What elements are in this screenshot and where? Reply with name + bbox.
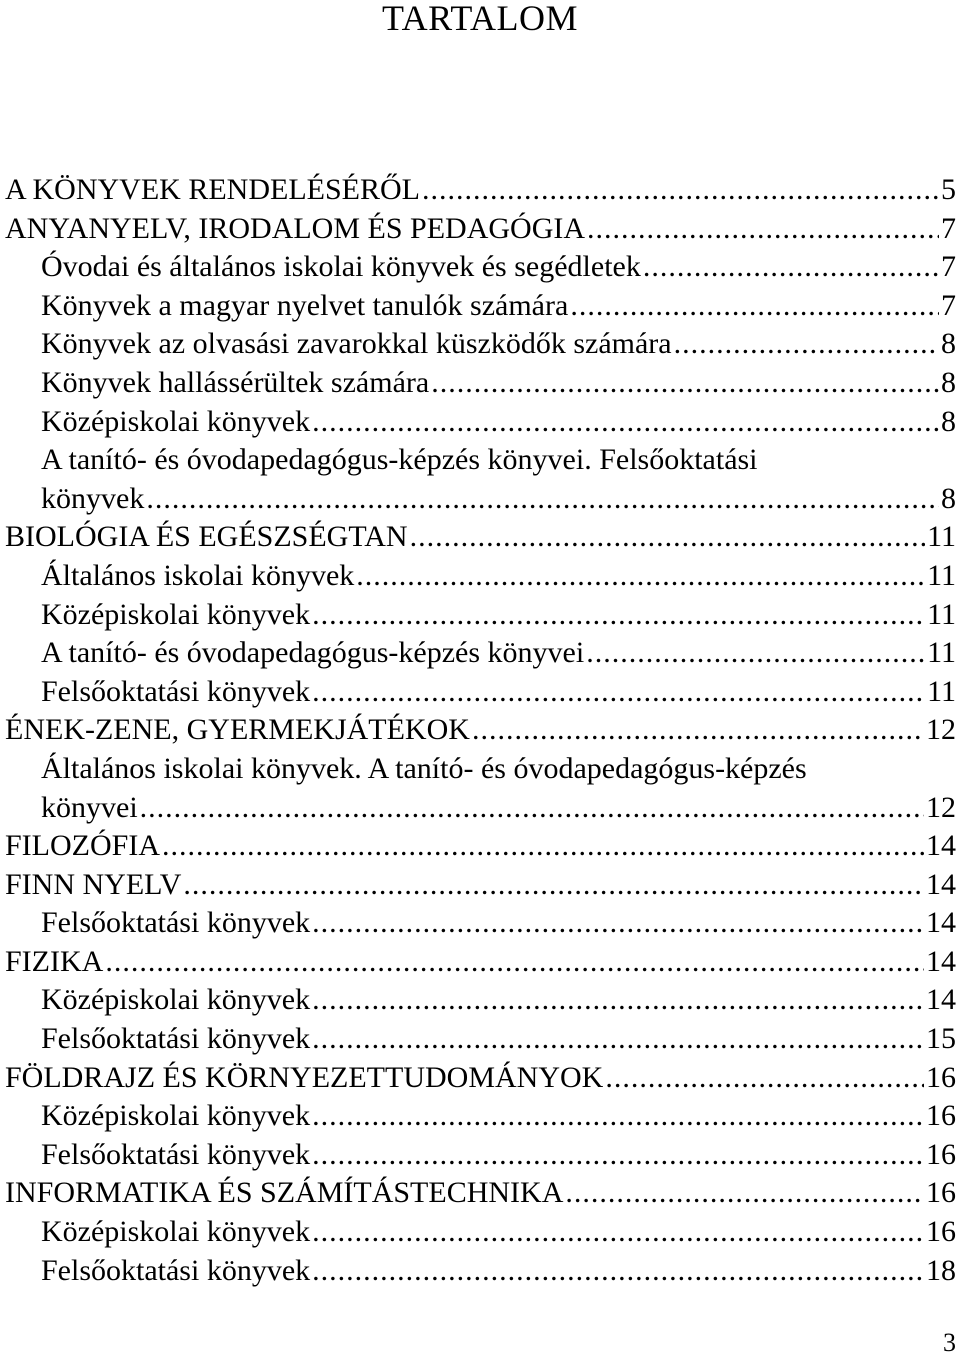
toc-subsection-entry[interactable] — [0, 673, 960, 712]
toc-section-entry[interactable] — [0, 518, 960, 557]
toc-subsection-entry[interactable] — [0, 904, 960, 943]
dot-leader — [312, 1020, 924, 1059]
toc-entry-label: Középiskolai könyvek — [41, 597, 311, 631]
toc-entry-page-number: 11 — [927, 520, 956, 554]
toc-section-entry[interactable] — [0, 1059, 960, 1098]
toc-entry-page-number: 16 — [926, 1176, 956, 1210]
toc-entry-row — [5, 943, 960, 982]
toc-subsection-entry[interactable] — [0, 1213, 960, 1252]
toc-entry-page-number: 16 — [926, 1215, 956, 1249]
toc-entry-label: FÖLDRAJZ ÉS KÖRNYEZETTUDOMÁNYOK — [5, 1060, 604, 1094]
toc-entry-row — [41, 981, 960, 1020]
toc-section-entry[interactable] — [0, 1174, 960, 1213]
toc-entry-page-number: 12 — [926, 713, 956, 747]
toc-entry-label: Középiskolai könyvek — [41, 404, 311, 438]
toc-entry-page-number: 7 — [941, 211, 956, 245]
dot-leader — [183, 866, 924, 905]
page-number: 3 — [943, 1328, 956, 1357]
dot-leader — [312, 1097, 924, 1136]
table-of-contents — [0, 171, 960, 1290]
toc-entry-row — [41, 634, 960, 673]
toc-subsection-entry[interactable] — [0, 750, 960, 827]
toc-subsection-entry[interactable] — [0, 441, 960, 518]
dot-leader — [312, 1213, 924, 1252]
dot-leader — [312, 596, 925, 635]
dot-leader — [605, 1059, 924, 1098]
dot-leader — [312, 981, 924, 1020]
toc-entry-page-number: 8 — [941, 327, 956, 361]
toc-section-entry[interactable] — [0, 711, 960, 750]
dot-leader — [312, 1136, 924, 1175]
toc-entry-page-number: 14 — [926, 944, 956, 978]
toc-entry-row — [5, 711, 960, 750]
dot-leader — [674, 325, 939, 364]
toc-entry-label: FINN NYELV — [5, 867, 182, 901]
toc-entry-row — [41, 480, 960, 519]
dot-leader — [431, 364, 939, 403]
dot-leader — [146, 480, 939, 519]
toc-entry-label: A tanító- és óvodapedagógus-képzés könyvei — [41, 636, 585, 670]
dot-leader — [140, 789, 924, 828]
toc-entry-row — [5, 1174, 960, 1213]
toc-subsection-entry[interactable] — [0, 1020, 960, 1059]
toc-entry-page-number: 14 — [926, 906, 956, 940]
toc-subsection-entry[interactable] — [0, 1252, 960, 1291]
toc-entry-page-number: 8 — [941, 404, 956, 438]
toc-entry-page-number: 8 — [941, 481, 956, 515]
toc-subsection-entry[interactable] — [0, 287, 960, 326]
page-title: TARTALOM — [381, 0, 579, 38]
dot-leader — [410, 518, 926, 557]
toc-section-entry[interactable] — [0, 827, 960, 866]
toc-entry-row — [41, 1252, 960, 1291]
dot-leader — [587, 210, 939, 249]
dot-leader — [105, 943, 924, 982]
toc-entry-label: könyvek — [41, 481, 145, 515]
toc-entry-label: Könyvek hallássérültek számára — [41, 365, 430, 399]
toc-entry-label: Felsőoktatási könyvek — [41, 674, 311, 708]
toc-entry-label: Felsőoktatási könyvek — [41, 1022, 311, 1056]
toc-entry-page-number: 14 — [926, 983, 956, 1017]
toc-entry-label: ANYANYELV, IRODALOM ÉS PEDAGÓGIA — [5, 211, 586, 245]
toc-entry-label: könyvei — [41, 790, 138, 824]
toc-entry-row — [41, 673, 960, 712]
toc-entry-label: A KÖNYVEK RENDELÉSÉRŐL — [5, 173, 420, 206]
toc-entry-row — [41, 364, 960, 403]
dot-leader — [643, 248, 939, 287]
toc-entry-label: Felsőoktatási könyvek — [41, 1253, 311, 1287]
toc-entry-row — [5, 866, 960, 905]
toc-entry-page-number: 16 — [926, 1099, 956, 1133]
toc-entry-label: Általános iskolai könyvek — [41, 558, 355, 592]
toc-subsection-entry[interactable] — [0, 325, 960, 364]
dot-leader — [312, 904, 924, 943]
toc-entry-label: Felsőoktatási könyvek — [41, 906, 311, 940]
toc-entry-row — [41, 403, 960, 442]
toc-section-entry[interactable] — [0, 171, 960, 210]
toc-entry-label: Könyvek a magyar nyelvet tanulók számára — [41, 288, 569, 322]
toc-entry-page-number: 15 — [926, 1022, 956, 1056]
toc-entry-row — [41, 1136, 960, 1175]
toc-entry-label: Középiskolai könyvek — [41, 1215, 311, 1249]
toc-subsection-entry[interactable] — [0, 596, 960, 635]
toc-entry-label: Középiskolai könyvek — [41, 1099, 311, 1133]
toc-entry-label: INFORMATIKA ÉS SZÁMÍTÁSTECHNIKA — [5, 1176, 564, 1210]
toc-entry-label: FIZIKA — [5, 944, 104, 978]
toc-entry-page-number: 12 — [926, 790, 956, 824]
toc-entry-page-number: 11 — [927, 674, 956, 708]
toc-entry-row — [5, 1059, 960, 1098]
dot-leader — [472, 711, 924, 750]
toc-entry-row — [5, 827, 960, 866]
toc-entry-row — [5, 210, 960, 249]
toc-entry-row — [5, 518, 960, 557]
dot-leader — [356, 557, 925, 596]
toc-entry-label-line1: A tanító- és óvodapedagógus-képzés könyvei. Felsőoktatási — [41, 443, 758, 477]
toc-entry-row — [41, 248, 960, 287]
dot-leader — [312, 673, 925, 712]
toc-entry-page-number: 5 — [941, 173, 956, 206]
toc-entry-label: FILOZÓFIA — [5, 829, 160, 863]
toc-entry-page-number: 16 — [926, 1060, 956, 1094]
toc-entry-label: Óvodai és általános iskolai könyvek és segédletek — [41, 250, 641, 284]
toc-entry-row — [41, 1097, 960, 1136]
dot-leader — [162, 827, 924, 866]
toc-subsection-entry[interactable] — [0, 1136, 960, 1175]
toc-entry-label: Felsőoktatási könyvek — [41, 1137, 311, 1171]
toc-subsection-entry[interactable] — [0, 1097, 960, 1136]
dot-leader — [565, 1174, 924, 1213]
toc-subsection-entry[interactable] — [0, 403, 960, 442]
dot-leader — [312, 403, 939, 442]
toc-section-entry[interactable] — [0, 210, 960, 249]
toc-entry-page-number: 18 — [926, 1253, 956, 1287]
toc-entry-row — [41, 1020, 960, 1059]
toc-subsection-entry[interactable] — [0, 248, 960, 287]
dot-leader — [570, 287, 939, 326]
toc-entry-row — [41, 325, 960, 364]
toc-entry-page-number: 11 — [927, 597, 956, 631]
toc-entry-page-number: 7 — [941, 288, 956, 322]
toc-section-entry[interactable] — [0, 866, 960, 905]
toc-entry-page-number: 14 — [926, 829, 956, 863]
toc-entry-row — [41, 287, 960, 326]
toc-entry-page-number: 11 — [927, 558, 956, 592]
toc-entry-row — [41, 596, 960, 635]
toc-subsection-entry[interactable] — [0, 557, 960, 596]
toc-entry-row — [5, 171, 960, 210]
toc-subsection-entry[interactable] — [0, 364, 960, 403]
dot-leader — [422, 171, 939, 210]
dot-leader — [586, 634, 925, 673]
toc-entry-label: ÉNEK-ZENE, GYERMEKJÁTÉKOK — [5, 713, 470, 747]
toc-entry-row — [41, 904, 960, 943]
toc-entry-page-number: 8 — [941, 365, 956, 399]
toc-section-entry[interactable] — [0, 943, 960, 982]
toc-entry-row — [41, 557, 960, 596]
toc-entry-label-line1: Általános iskolai könyvek. A tanító- és óvodapedagógus-képzés — [41, 751, 807, 785]
toc-entry-row — [41, 789, 960, 828]
toc-entry-page-number: 14 — [926, 867, 956, 901]
toc-subsection-entry[interactable] — [0, 634, 960, 673]
dot-leader — [312, 1252, 924, 1291]
toc-entry-label: BIOLÓGIA ÉS EGÉSZSÉGTAN — [5, 520, 408, 554]
toc-entry-page-number: 7 — [941, 250, 956, 284]
toc-entry-page-number: 11 — [927, 636, 956, 670]
toc-subsection-entry[interactable] — [0, 981, 960, 1020]
toc-entry-label: Középiskolai könyvek — [41, 983, 311, 1017]
toc-entry-label: Könyvek az olvasási zavarokkal küszködők számára — [41, 327, 672, 361]
toc-entry-page-number: 16 — [926, 1137, 956, 1171]
toc-entry-row — [41, 1213, 960, 1252]
